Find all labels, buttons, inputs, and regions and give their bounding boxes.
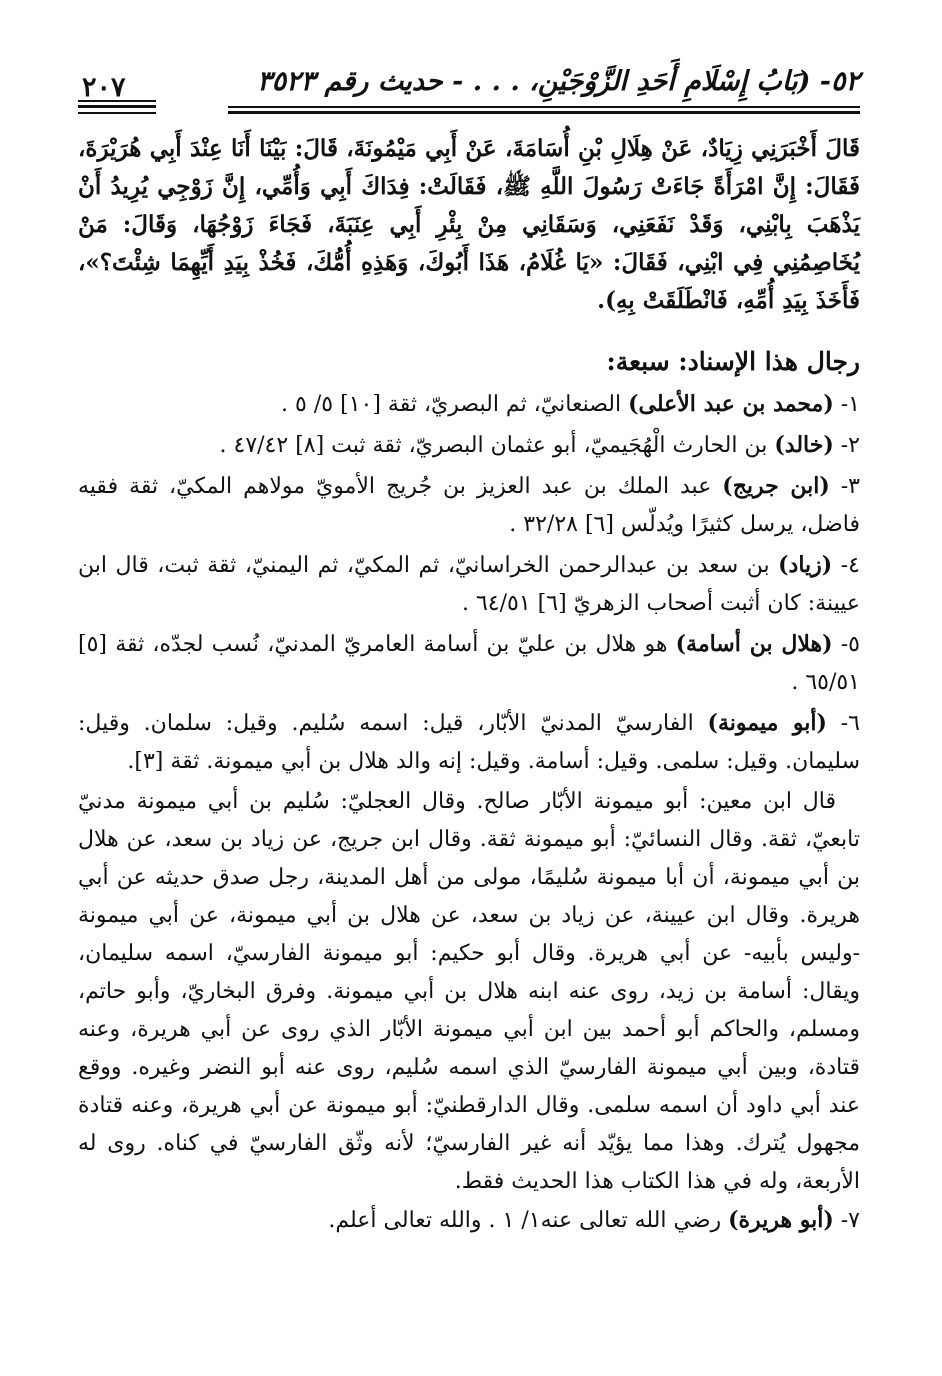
narrator-number: ٤- — [840, 553, 860, 578]
narrator-number: ٦- — [840, 711, 860, 736]
page-number-rule — [78, 105, 156, 108]
narrator-name: (خالد) — [774, 432, 834, 458]
narrator-number: ٥- — [840, 632, 860, 657]
narrator-name: (ابن جريج) — [722, 473, 830, 499]
narrator-entry — [78, 467, 860, 544]
narrator-entry — [78, 546, 860, 623]
narrator-number: ٧- — [840, 1208, 860, 1233]
page-number-rule — [78, 112, 156, 114]
narrator-list — [78, 385, 860, 781]
header-rule-double — [228, 111, 860, 114]
header-rule — [228, 106, 860, 108]
narrator-name: (محمد بن عبد الأعلى) — [628, 391, 834, 417]
narrator-entry — [78, 1201, 860, 1240]
commentary-paragraph: قال ابن معين: أبو ميمونة الأبّار صالح. وقال العجليّ: سُليم بن أبي ميمونة مدنيّ تابعيّ، ثقة. وقال النسائيّ: أبو ميمونة ثقة. وقال ابن جريج، عن زياد بن سعد، عن هلال بن أبي ميمونة، أن أبا ميمونة سُليمًا، مولى من أهل المدينة، رجل صدق حديثه عن أبي هريرة. وقال ابن عيينة، عن زياد بن سعد، عن هلال بن أبي ميمونة، عن أبي ميمونة -وليس بأبيه- عن أبي هريرة. وقال أبو حكيم: أبو ميمونة الفارسيّ، اسمه سليمان، ويقال: أسامة بن زيد، روى عنه ابنه هلال بن أبي ميمونة. وفرق البخاريّ، وأبو حاتم، ومسلم، والحاكم أبو أحمد بين ابن أبي ميمونة الأبّار الذي روى عن أبي هريرة، وعنه قتادة، وبين أبي ميمونة الفارسيّ الذي اسمه سُليم، روى عنه أبو النضر وغيره. ووقع عند أبي داود أن اسمه سلمى. وقال الدارقطنيّ: أبو ميمونة عن أبي هريرة، وعنه قتادة مجهول يُترك. وهذا مما يؤيّد أنه غير الفارسيّ؛ لأنه وثّق الفارسيّ في كناه. روى له الأربعة، وله في هذا الكتاب هذا الحديث فقط. — [78, 789, 860, 1194]
narrator-number: ٣- — [840, 474, 860, 499]
narrator-description: عبد الملك بن عبد العزيز بن جُريج الأمويّ مولاهم المكيّ، ثقة فقيه فاضل، يرسل كثيرًا ويُدلّس [٦] ٣٢/٢٨ . — [78, 474, 860, 537]
page-number: ٢٠٧ — [82, 72, 126, 103]
narrator-entry — [78, 625, 860, 702]
running-title: ٥٢- (بَابُ إِسْلَامِ أَحَدِ الزَّوْجَيْنِ، . . . - حديث رقم ٣٥٢٣ — [257, 66, 860, 97]
narrator-description: هو هلال بن عليّ بن أسامة العامريّ المدنيّ، نُسب لجدّه، ثقة [٥] ٦٥/٥١ . — [78, 632, 860, 695]
narrator-entry — [78, 385, 860, 424]
narrator-name: (أبو ميمونة) — [707, 710, 827, 736]
narrator-name: (هلال بن أسامة) — [675, 631, 833, 657]
narrator-number: ٢- — [840, 433, 860, 458]
narrator-description: بن سعد بن عبدالرحمن الخراسانيّ، ثم المكيّ، ثم اليمنيّ، ثقة ثبت، قال ابن عيينة: كان أثبت أصحاب الزهريّ [٦] ٦٤/٥١ . — [78, 553, 860, 616]
narrator-description: الصنعانيّ، ثم البصريّ، ثقة [١٠] ٥/ ٥ . — [281, 392, 629, 417]
narrator-description: بن الحارث الْهُجَيميّ، أبو عثمان البصريّ، ثقة ثبت [٨] ٤٧/٤٢ . — [219, 433, 775, 458]
narrator-description: الفارسيّ المدنيّ الأبّار، قيل: اسمه سُليم. وقيل: سلمان. وقيل: سليمان. وقيل: سلمى. وقيل: أسامة. وقيل: إنه والد هلال بن أبي ميمونة. ثقة [٣]. — [78, 711, 860, 774]
hadith-text: قَالَ أَخْبَرَنِي زِيَادٌ، عَنْ هِلَالِ بْنِ أُسَامَةَ، عَنْ أَبِي مَيْمُونَةَ، قَالَ: بَيْنَا أَنَا عِنْدَ أَبِي هُرَيْرَةَ، فَقَالَ: إِنَّ امْرَأَةً جَاءَتْ رَسُولَ اللَّهِ ﷺ، فَقَالَتْ: فِدَاكَ أَبِي وَأُمِّي، إِنَّ زَوْجِي يُرِيدُ أَنْ يَذْهَبَ بِابْنِي، وَقَدْ نَفَعَنِي، وَسَقَانِي مِنْ بِئْرِ أَبِي عِنَبَةَ، فَجَاءَ زَوْجُهَا، وَقَالَ: مَنْ يُخَاصِمُنِي فِي ابْنِي، فَقَالَ: «يَا غُلَامُ، هَذَا أَبُوكَ، وَهَذِهِ أُمُّكَ، فَخُذْ بِيَدِ أَيِّهِمَا شِئْتَ؟»، فَأَخَذَ بِيَدِ أُمِّهِ، فَانْطَلَقَتْ بِهِ). — [78, 135, 860, 314]
page-header — [78, 58, 860, 108]
page-number-rule — [78, 100, 156, 102]
narrator-entry — [78, 426, 860, 465]
section-heading: رجال هذا الإسناد: سبعة: — [606, 347, 860, 376]
narrator-name: (زياد) — [778, 552, 833, 578]
narrator-name: (أبو هريرة) — [728, 1207, 834, 1233]
narrator-entry — [78, 704, 860, 781]
narrator-number: ١- — [840, 392, 860, 417]
narrator-description: رضي الله تعالى عنه١/ ١ . والله تعالى أعلم. — [328, 1208, 729, 1233]
